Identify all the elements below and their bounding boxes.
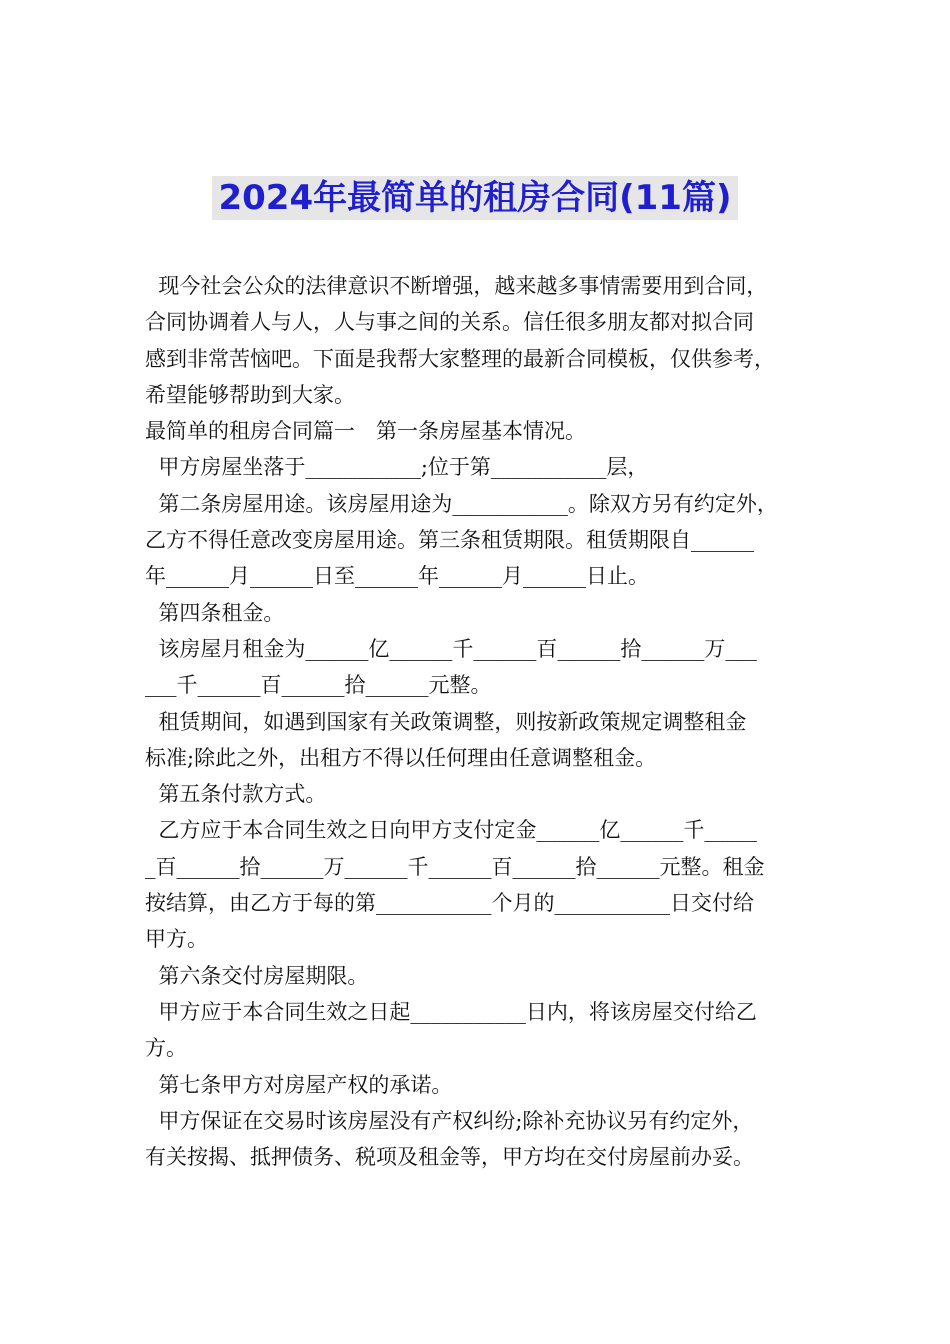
text-line: 乙方不得任意改变房屋用途。第三条租赁期限。租赁期限自______ <box>145 528 754 553</box>
text-line: 有关按揭、抵押债务、税项及租金等，甲方均在交付房屋前办妥。 <box>145 1145 754 1170</box>
text-line: 第四条租金。 <box>145 600 285 625</box>
text-line: 甲方保证在交易时该房屋没有产权纠纷;除补充协议另有约定外， <box>145 1108 754 1133</box>
text-line: 甲方。 <box>145 927 208 952</box>
document-body <box>145 268 825 1175</box>
text-line: 最简单的租房合同篇一 第一条房屋基本情况。 <box>145 419 586 444</box>
title-container <box>0 176 950 220</box>
text-line: 第二条房屋用途。该房屋用途为___________。除双方另有约定外， <box>145 491 778 516</box>
text-line: 租赁期间，如遇到国家有关政策调整，则按新政策规定调整租金 <box>145 709 747 734</box>
text-line: 第五条付款方式。 <box>145 782 327 807</box>
text-line: 按结算，由乙方于每的第___________个月的___________日交付给 <box>145 891 754 916</box>
text-line: 第七条甲方对房屋产权的承诺。 <box>145 1072 453 1097</box>
text-line: 第六条交付房屋期限。 <box>145 963 369 988</box>
text-line: 该房屋月租金为______亿______千______百______拾______万___ <box>145 636 757 661</box>
text-line: 合同协调着人与人，人与事之间的关系。信任很多朋友都对拟合同 <box>145 310 754 335</box>
text-line: 年______月______日至______年______月______日止。 <box>145 564 649 589</box>
text-line: _百______拾______万______千______百______拾______元整。租金 <box>145 854 765 879</box>
text-line: 希望能够帮助到大家。 <box>145 382 355 407</box>
document-title: 2024年最简单的租房合同(11篇) <box>212 176 737 220</box>
text-line: 标准;除此之外，出租方不得以任何理由任意调整租金。 <box>145 745 657 770</box>
text-line: 方。 <box>145 1036 187 1061</box>
text-line: 甲方应于本合同生效之日起___________日内，将该房屋交付给乙 <box>145 999 757 1024</box>
text-line: ___千______百______拾______元整。 <box>145 673 492 698</box>
text-line: 现今社会公众的法律意识不断增强，越来越多事情需要用到合同， <box>145 274 768 298</box>
text-line: 感到非常苦恼吧。下面是我帮大家整理的最新合同模板，仅供参考， <box>145 346 775 371</box>
text-line: 甲方房屋坐落于___________;位于第___________层， <box>145 455 649 480</box>
text-line: 乙方应于本合同生效之日向甲方支付定金______亿______千_____ <box>145 818 757 843</box>
